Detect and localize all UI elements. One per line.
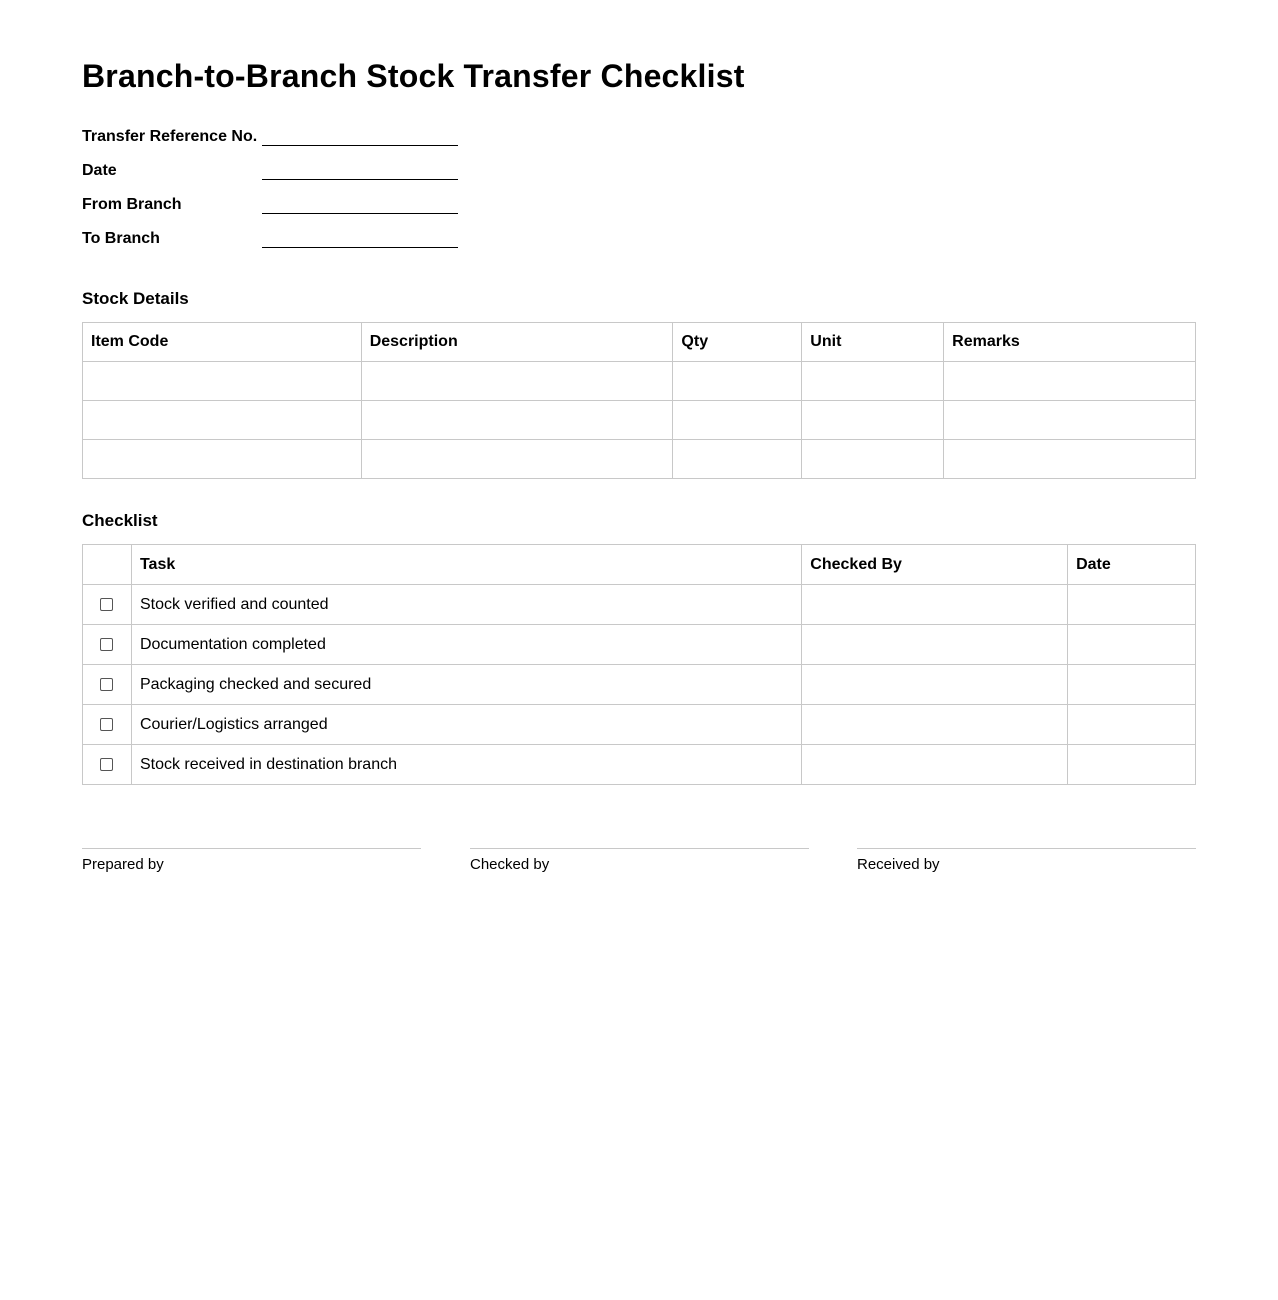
column-header-checked-by: Checked By [802, 545, 1068, 585]
column-header-remarks: Remarks [944, 323, 1196, 362]
signature-label: Received by [857, 856, 940, 873]
task-checkbox[interactable] [100, 718, 113, 731]
column-header-qty: Qty [673, 323, 802, 362]
table-row [83, 665, 1196, 705]
task-checkbox[interactable] [100, 758, 113, 771]
column-header-date: Date [1068, 545, 1196, 585]
checked-by-cell[interactable] [802, 665, 1068, 705]
stock-details-table [82, 322, 1196, 479]
task-label: Courier/Logistics arranged [131, 705, 801, 745]
checkbox-cell [83, 745, 132, 785]
table-row [83, 362, 1196, 401]
qty-cell[interactable] [673, 362, 802, 401]
date-cell[interactable] [1068, 745, 1196, 785]
column-header-task: Task [131, 545, 801, 585]
signature-label: Checked by [470, 856, 550, 873]
item-code-cell[interactable] [83, 440, 362, 479]
checklist-heading: Checklist [82, 511, 158, 530]
table-header-row [83, 545, 1196, 585]
checkbox-cell [83, 705, 132, 745]
qty-cell[interactable] [673, 401, 802, 440]
field-label: Transfer Reference No. [82, 128, 258, 145]
table-row [83, 401, 1196, 440]
table-header-row [83, 323, 1196, 362]
checkbox-cell [83, 625, 132, 665]
unit-cell[interactable] [802, 440, 944, 479]
description-cell[interactable] [361, 362, 673, 401]
date-input-line[interactable] [262, 179, 458, 180]
table-row [83, 705, 1196, 745]
task-label: Packaging checked and secured [131, 665, 801, 705]
signature-prepared-by[interactable] [82, 848, 421, 873]
field-label: To Branch [82, 230, 160, 247]
table-row [83, 745, 1196, 785]
task-label: Stock received in destination branch [131, 745, 801, 785]
task-checkbox[interactable] [100, 598, 113, 611]
unit-cell[interactable] [802, 362, 944, 401]
field-label: From Branch [82, 196, 182, 213]
page-title: Branch-to-Branch Stock Transfer Checklist [82, 58, 745, 94]
table-row [83, 440, 1196, 479]
date-cell[interactable] [1068, 705, 1196, 745]
task-label: Stock verified and counted [131, 585, 801, 625]
date-cell[interactable] [1068, 665, 1196, 705]
checked-by-cell[interactable] [802, 745, 1068, 785]
table-row [83, 625, 1196, 665]
column-header-checkbox [83, 545, 132, 585]
remarks-cell[interactable] [944, 440, 1196, 479]
stock-details-heading: Stock Details [82, 289, 189, 308]
item-code-cell[interactable] [83, 401, 362, 440]
description-cell[interactable] [361, 401, 673, 440]
checkbox-cell [83, 585, 132, 625]
column-header-item-code: Item Code [83, 323, 362, 362]
checked-by-cell[interactable] [802, 625, 1068, 665]
task-label: Documentation completed [131, 625, 801, 665]
column-header-unit: Unit [802, 323, 944, 362]
to-branch-input-line[interactable] [262, 247, 458, 248]
date-cell[interactable] [1068, 585, 1196, 625]
checklist-table [82, 544, 1196, 785]
task-checkbox[interactable] [100, 678, 113, 691]
signature-checked-by[interactable] [470, 848, 809, 873]
signature-label: Prepared by [82, 856, 164, 873]
checkbox-cell [83, 665, 132, 705]
field-label: Date [82, 162, 117, 179]
from-branch-input-line[interactable] [262, 213, 458, 214]
checked-by-cell[interactable] [802, 585, 1068, 625]
checked-by-cell[interactable] [802, 705, 1068, 745]
column-header-description: Description [361, 323, 673, 362]
signature-received-by[interactable] [857, 848, 1196, 873]
remarks-cell[interactable] [944, 401, 1196, 440]
transfer-reference-input-line[interactable] [262, 145, 458, 146]
remarks-cell[interactable] [944, 362, 1196, 401]
table-row [83, 585, 1196, 625]
unit-cell[interactable] [802, 401, 944, 440]
description-cell[interactable] [361, 440, 673, 479]
item-code-cell[interactable] [83, 362, 362, 401]
qty-cell[interactable] [673, 440, 802, 479]
task-checkbox[interactable] [100, 638, 113, 651]
date-cell[interactable] [1068, 625, 1196, 665]
